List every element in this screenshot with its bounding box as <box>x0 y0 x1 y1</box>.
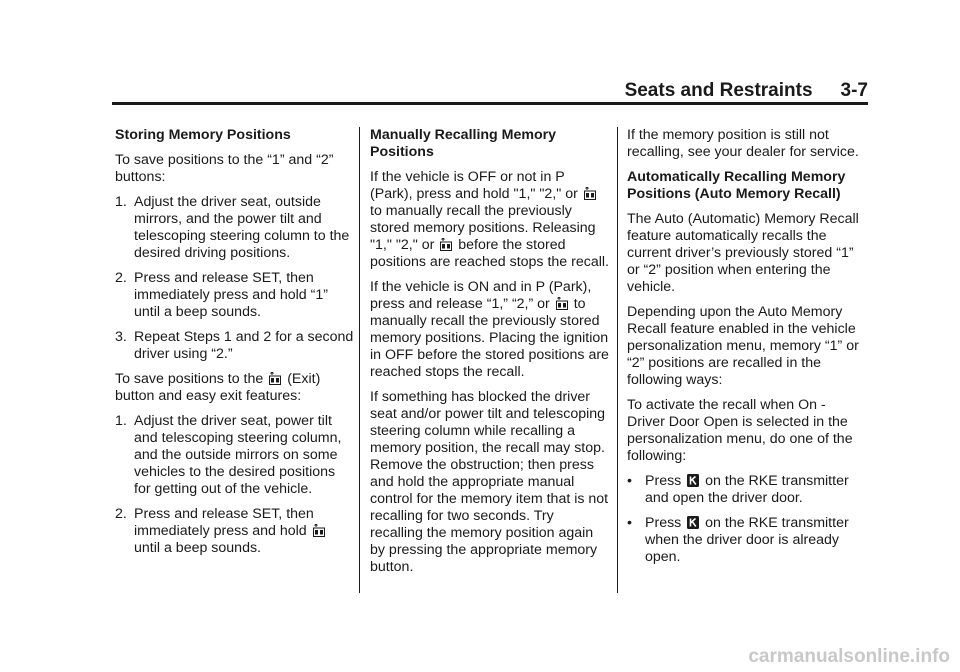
step-item <box>115 194 355 262</box>
exit-intro-text <box>115 371 355 405</box>
heading-manual-recall: Manually Recalling Memory Positions <box>370 127 557 160</box>
exit-memory-icon <box>313 524 325 537</box>
step-number: 1. <box>115 194 127 210</box>
exit-memory-icon <box>556 297 568 310</box>
column-2 <box>370 127 610 584</box>
exit-memory-icon <box>584 187 596 200</box>
rke-unlock-icon <box>687 474 699 487</box>
intro-text: To save positions to the “1” and “2” buttons: <box>115 152 334 185</box>
heading-storing: Storing Memory Positions <box>115 127 291 143</box>
column-3 <box>627 127 867 574</box>
section-title: Seats and Restraints <box>624 80 813 101</box>
bullet-marker: • <box>627 515 632 531</box>
watermark: carmanualsonline.info <box>748 646 950 667</box>
paragraph-blocked: If something has blocked the driver seat and/or power tilt and telescoping steering column while recalling a memory position, the recall may stop. Remove the obstruction; then press and hold the appropriate manual control for the memory item that is not recalling for two seconds. Try recalling the memory position again by pressing the appropriate memory button. <box>370 389 609 575</box>
page-title <box>625 80 868 102</box>
bullet-item <box>627 473 867 507</box>
bullet-item <box>627 515 867 566</box>
step-item <box>115 413 355 498</box>
page-number: 3-7 <box>840 80 868 101</box>
exit-memory-icon <box>440 238 452 251</box>
text-run: Press <box>645 473 682 489</box>
exit-intro-pre: To save positions to the <box>115 371 264 387</box>
column-1 <box>115 127 355 565</box>
rke-unlock-icon <box>687 516 699 529</box>
step-item <box>115 506 355 557</box>
step-text-post: until a beep sounds. <box>134 540 261 556</box>
paragraph-depending: Depending upon the Auto Memory Recall feature enabled in the vehicle personalization menu, memory “1” or “2” positions are recalled in the following ways: <box>627 304 859 388</box>
text-run: Press <box>645 515 682 531</box>
step-number: 1. <box>115 413 127 429</box>
step-text: Adjust the driver seat, power tilt and telescoping steering column, and the outside mirrors on some vehicles to the desired positions for getting out of the vehicle. <box>134 413 342 497</box>
header-rule <box>112 102 868 105</box>
step-text: Press and release SET, then immediately press and hold “1” until a beep sounds. <box>134 270 328 320</box>
step-text: Repeat Steps 1 and 2 for a second driver using “2.” <box>134 329 354 362</box>
step-text: Adjust the driver seat, outside mirrors, and the power tilt and telescoping steering column to the desired driving positions. <box>134 194 350 261</box>
paragraph-off <box>370 169 610 271</box>
step-item <box>115 329 355 363</box>
step-text-pre: Press and release SET, then immediately press and hold <box>134 506 314 539</box>
text-run: on the RKE transmitter when the driver door is already open. <box>645 515 849 565</box>
text-run: to manually recall the previously stored memory positions. Placing the ignition in OFF before the stored positions are reached stops the recall. <box>370 296 609 380</box>
bullet-text <box>645 515 867 566</box>
step-text <box>134 506 355 557</box>
step-number: 3. <box>115 329 127 345</box>
text-run: If the vehicle is OFF or not in P (Park), press and hold "1," "2," or <box>370 169 578 202</box>
text-run: If the vehicle is ON and in P (Park), press and release “1,” “2,” or <box>370 279 592 312</box>
heading-auto-recall: Automatically Recalling Memory Positions (Auto Memory Recall) <box>627 169 846 202</box>
column-divider <box>359 127 360 593</box>
paragraph-dealer: If the memory position is still not recalling, see your dealer for service. <box>627 127 859 160</box>
text-run: before the stored positions are reached stops the recall. <box>370 237 609 270</box>
step-item <box>115 270 355 321</box>
paragraph-on <box>370 279 610 381</box>
text-run: on the RKE transmitter and open the driver door. <box>645 473 849 506</box>
paragraph-activate: To activate the recall when On - Driver Door Open is selected in the personalization menu, do one of the following: <box>627 397 853 464</box>
paragraph-auto: The Auto (Automatic) Memory Recall feature automatically recalls the current driver’s previously stored “1” or “2” position when entering the vehicle. <box>627 211 859 295</box>
column-divider <box>617 127 618 593</box>
step-number: 2. <box>115 270 127 286</box>
step-number: 2. <box>115 506 127 522</box>
bullet-text <box>645 473 867 507</box>
text-run: to manually recall the previously stored memory positions. Releasing "1," "2," or <box>370 203 596 253</box>
exit-intro-post: (Exit) button and easy exit features: <box>115 371 321 404</box>
bullet-marker: • <box>627 473 632 489</box>
exit-memory-icon <box>269 372 281 385</box>
